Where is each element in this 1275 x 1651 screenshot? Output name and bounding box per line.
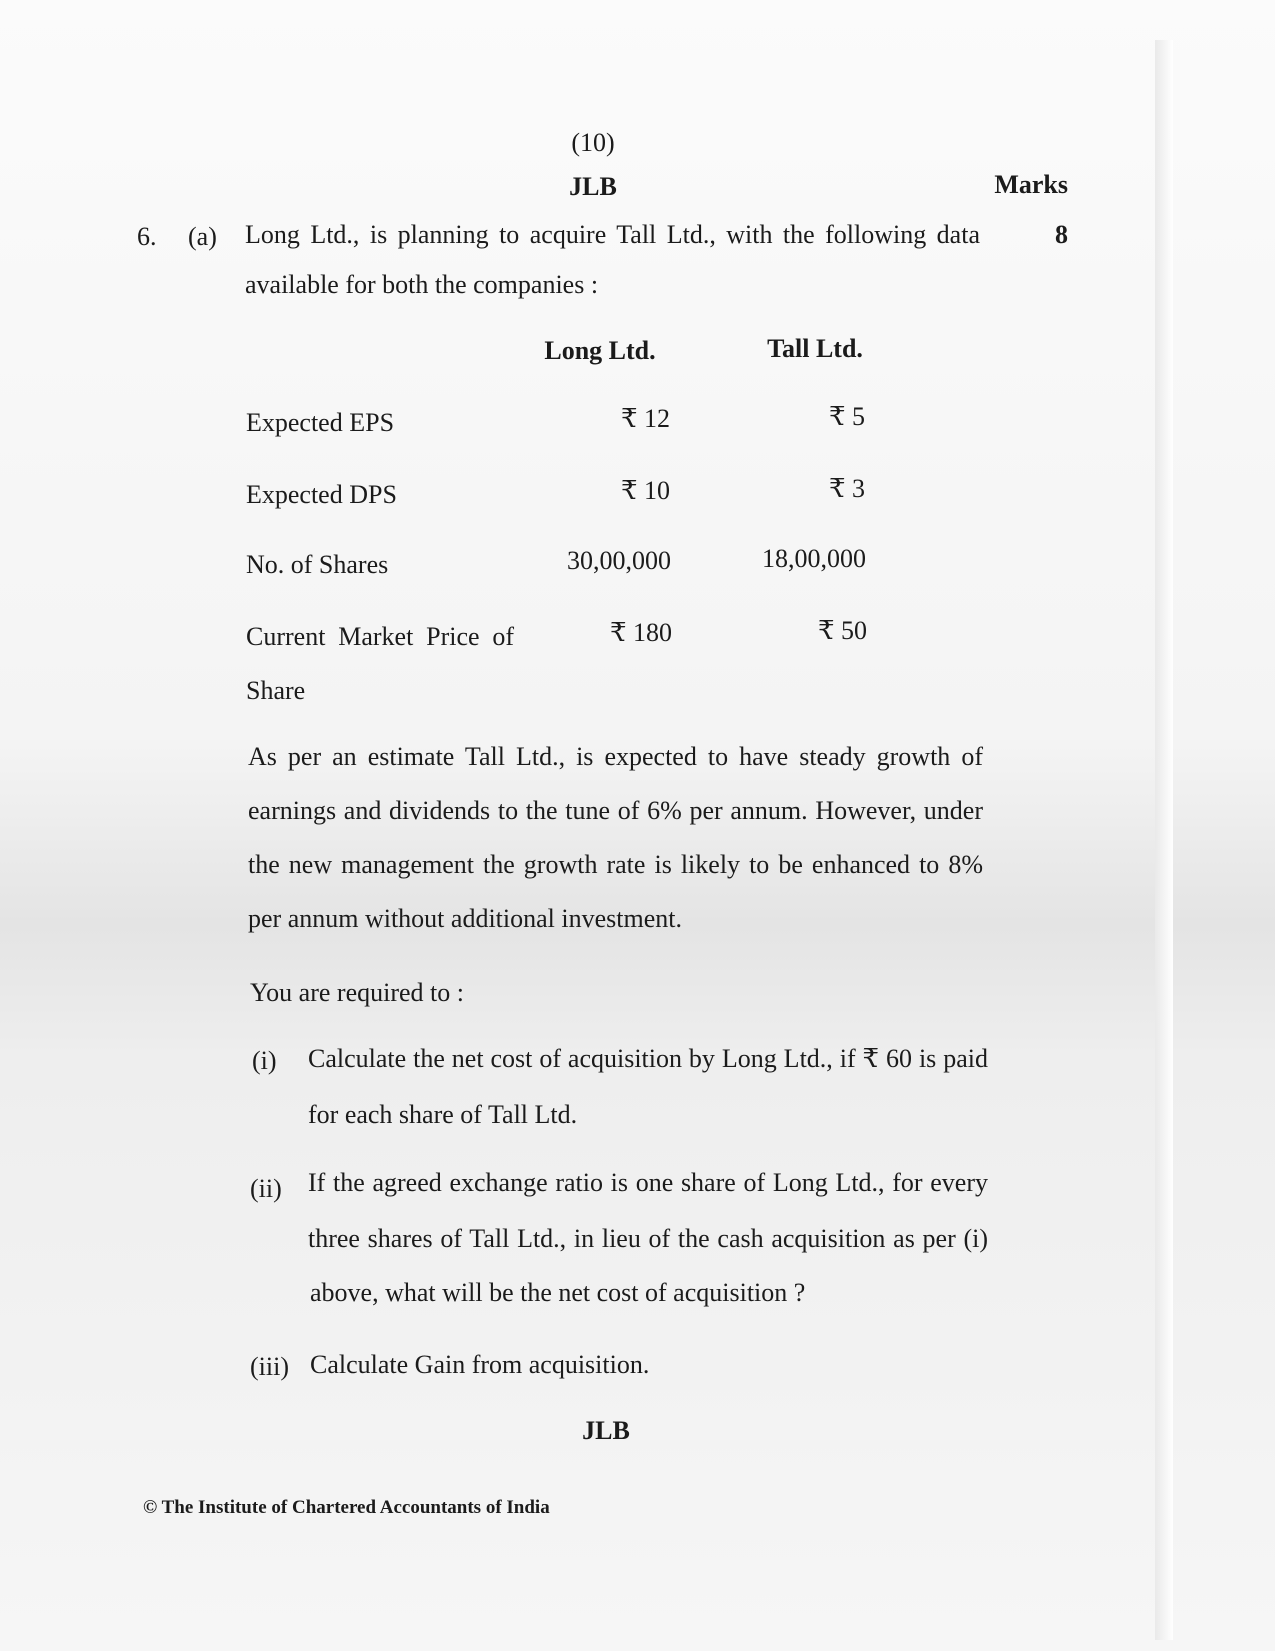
cell-tall-shares: 18,00,000	[762, 544, 866, 573]
cell-long-dps: ₹ 10	[620, 476, 670, 505]
paragraph-line1: As per an estimate Tall Ltd., is expected to have steady growth of	[248, 742, 983, 771]
row-label-shares: No. of Shares	[246, 550, 389, 579]
col-header-long: Long Ltd.	[544, 336, 656, 365]
paragraph-line4: per annum without additional investment.	[248, 904, 682, 933]
page-edge-shadow	[1155, 40, 1173, 1640]
item-ii-line3: above, what will be the net cost of acquisition ?	[310, 1278, 806, 1307]
question-number: 6.	[137, 222, 157, 251]
question-marks: 8	[1055, 220, 1068, 249]
question-intro-line1: Long Ltd., is planning to acquire Tall Ltd., with the following data	[245, 220, 980, 249]
item-i-line1: Calculate the net cost of acquisition by Long Ltd., if ₹ 60 is paid	[308, 1044, 988, 1073]
question-intro-line2: available for both the companies :	[245, 270, 599, 299]
item-i-line2: for each share of Tall Ltd.	[308, 1100, 578, 1129]
page-number: (10)	[571, 128, 615, 157]
cell-tall-cmp: ₹ 50	[817, 616, 867, 645]
item-iii-num: (iii)	[250, 1352, 289, 1381]
required-label: You are required to :	[250, 978, 464, 1007]
item-ii-line1: If the agreed exchange ratio is one share of Long Ltd., for every	[308, 1168, 988, 1197]
row-label-cmp-line1: Current Market Price of	[246, 622, 514, 651]
paper-code: JLB	[569, 172, 617, 201]
marks-heading: Marks	[994, 170, 1068, 199]
paragraph-line2: earnings and dividends to the tune of 6% per annum. However, under	[248, 796, 983, 825]
row-label-cmp-line2: Share	[246, 676, 306, 705]
cell-tall-dps: ₹ 3	[828, 474, 865, 503]
item-ii-num: (ii)	[250, 1174, 282, 1203]
cell-long-eps: ₹ 12	[620, 404, 670, 433]
bottom-paper-code: JLB	[582, 1416, 630, 1445]
copyright-footer: © The Institute of Chartered Accountants of India	[143, 1497, 550, 1518]
col-header-tall: Tall Ltd.	[767, 334, 863, 363]
cell-tall-eps: ₹ 5	[828, 402, 865, 431]
item-i-num: (i)	[252, 1046, 277, 1075]
row-label-eps: Expected EPS	[246, 408, 395, 437]
item-ii-line2: three shares of Tall Ltd., in lieu of the cash acquisition as per (i)	[308, 1224, 988, 1253]
item-iii-line1: Calculate Gain from acquisition.	[310, 1350, 650, 1379]
paragraph-line3: the new management the growth rate is likely to be enhanced to 8%	[248, 850, 983, 879]
cell-long-shares: 30,00,000	[567, 546, 671, 575]
question-part: (a)	[188, 222, 217, 251]
cell-long-cmp: ₹ 180	[609, 618, 672, 647]
row-label-dps: Expected DPS	[246, 480, 397, 509]
